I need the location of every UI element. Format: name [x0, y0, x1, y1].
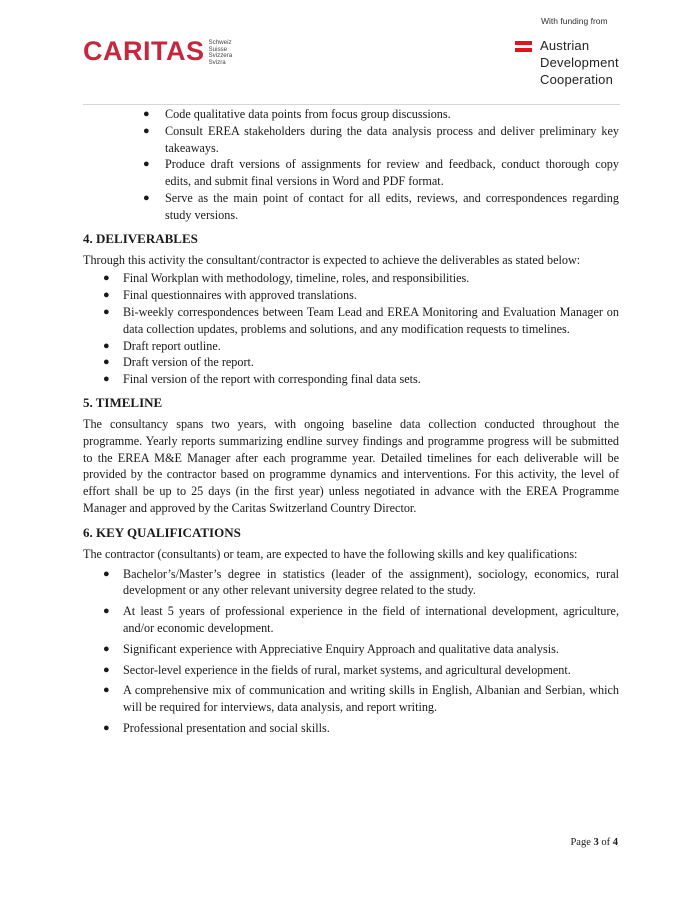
section-heading-deliverables: 4. DELIVERABLES: [83, 230, 198, 246]
bullet-icon: ●: [103, 305, 110, 318]
page-of: of: [601, 837, 611, 848]
caritas-languages: [209, 40, 233, 66]
austrian-flag-icon: [515, 41, 532, 52]
list-item: ● Final version of the report with corresponding final data sets.: [103, 372, 421, 387]
timeline-body: The consultancy spans two years, with ongoing baseline data collection conducted throughout the programme. Yearly reports summarizing endline survey findings and programme progress will be submitted to the EREA M&E Manager after each programme year. Detailed timelines for each deliverable will be provided by the contractor based on programme dynamics and interventions. For this activity, the level of effort shall be up to 25 days (in the first year) unless negotiated in advance with the EREA Programme Manager and approved by the Caritas Switzerland Country Director.: [83, 416, 619, 515]
bullet-icon: ●: [143, 108, 150, 120]
bullet-icon: ●: [103, 721, 110, 734]
section-heading-qualifications: 6. KEY QUALIFICATIONS: [83, 524, 241, 540]
page-total: 4: [612, 837, 618, 848]
ada-name: [540, 37, 619, 88]
list-item: ● At least 5 years of professional experience in the field of international development, agriculture, and/or economic development.: [103, 604, 619, 635]
header-divider: [83, 104, 620, 105]
page-number: [570, 837, 618, 848]
bullet-icon: ●: [103, 272, 110, 285]
list-item: ● Draft report outline.: [103, 338, 221, 353]
list-item: ● Significant experience with Appreciative Enquiry Approach and qualitative data analysis.: [103, 641, 559, 656]
bullet-icon: ●: [103, 663, 110, 676]
bullet-icon: ●: [103, 605, 110, 618]
list-item: ● Code qualitative data points from focus group discussions.: [143, 107, 451, 121]
bullet-icon: ●: [103, 684, 110, 697]
list-item: ● Final Workplan with methodology, timeline, roles, and responsibilities.: [103, 271, 470, 286]
document-body: [83, 106, 619, 741]
funding-label: With funding from: [541, 16, 608, 26]
list-item: ● Produce draft versions of assignments for review and feedback, conduct thorough copy edits, and submit final versions in Word and PDF format.: [143, 157, 619, 189]
bullet-icon: ●: [103, 289, 110, 302]
list-item: ● Consult EREA stakeholders during the data analysis process and deliver preliminary key takeaways.: [143, 123, 619, 155]
bullet-icon: ●: [103, 567, 110, 580]
lang-line: Svizzera: [208, 52, 233, 60]
list-item: ● A comprehensive mix of communication and writing skills in English, Albanian and Serbian, which will be required for interviews, data analysis, and report writing.: [103, 683, 619, 715]
lang-line: Schweiz: [208, 39, 232, 46]
lang-line: Svizra: [208, 58, 226, 66]
bullet-icon: ●: [103, 356, 110, 369]
bullet-icon: ●: [103, 642, 110, 655]
deliverables-intro: Through this activity the consultant/contractor is expected to achieve the deliverables as stated below:: [83, 252, 581, 267]
list-item: ● Bachelor’s/Master’s degree in statistics (leader of the assignment), sociology, economics, rural development or any other relevant university degree related to the study.: [103, 566, 619, 598]
bullet-icon: ●: [103, 339, 110, 352]
list-item: ● Sector-level experience in the fields of rural, market systems, and agricultural development.: [103, 662, 571, 677]
caritas-wordmark: CARITAS: [83, 36, 205, 66]
qualifications-intro: The contractor (consultants) or team, are expected to have the following skills and key qualifications:: [83, 546, 578, 561]
page-current: 3: [593, 837, 599, 848]
list-item: ● Professional presentation and social skills.: [103, 720, 330, 735]
ada-line: Cooperation: [540, 72, 614, 87]
bullet-icon: ●: [143, 191, 150, 204]
ada-line: Development: [540, 55, 619, 70]
bullet-icon: ●: [143, 124, 150, 137]
bullet-icon: ●: [103, 373, 110, 386]
section-heading-timeline: 5. TIMELINE: [83, 394, 163, 410]
list-item: ● Serve as the main point of contact for all edits, reviews, and correspondences regarding study versions.: [143, 190, 619, 222]
list-item: ● Bi-weekly correspondences between Team Lead and EREA Monitoring and Evaluation Manager on data collection updates, problems and solutions, and any modification requests to timelines.: [103, 304, 619, 336]
list-item: ● Final questionnaires with approved translations.: [103, 288, 357, 303]
qualifications-list: [83, 566, 619, 737]
list-item: ● Draft version of the report.: [103, 355, 254, 370]
ada-logo: [515, 37, 619, 88]
ada-line: Austrian: [540, 38, 590, 53]
page-label: Page: [570, 837, 591, 848]
lang-line: Suisse: [208, 45, 228, 53]
bullet-icon: ●: [143, 158, 150, 171]
deliverables-list: [83, 270, 619, 388]
caritas-logo: [83, 36, 232, 66]
task-list: [83, 106, 619, 224]
